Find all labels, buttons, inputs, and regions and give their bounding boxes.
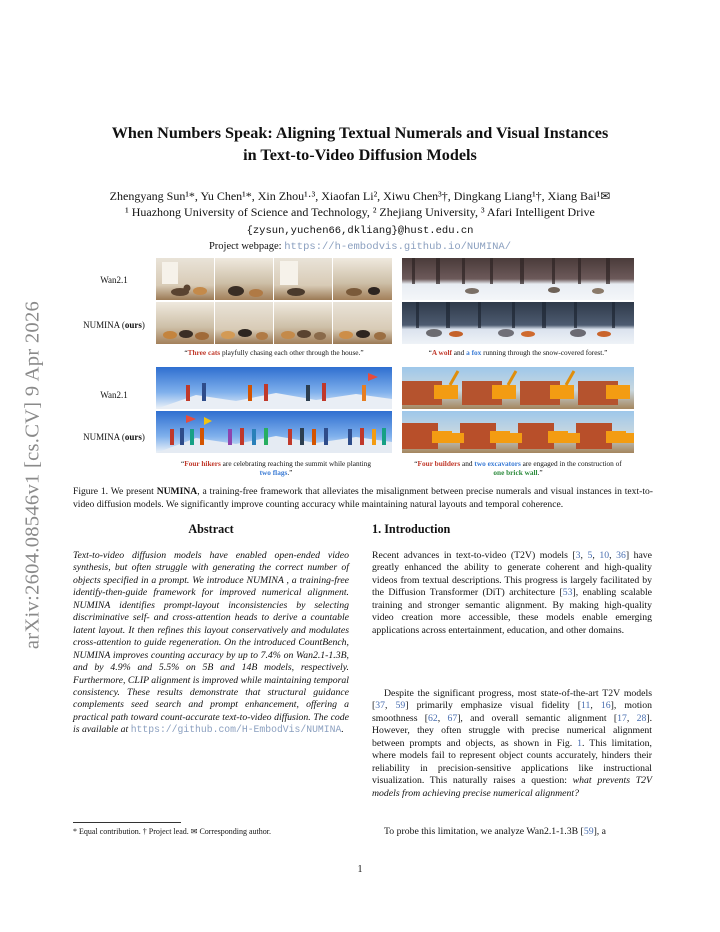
- webpage-label: Project webpage:: [208, 241, 285, 252]
- paper-title: [60, 122, 660, 166]
- intro-paragraph-3: To probe this limitation, we analyze Wan2.1-1.3B [59], a: [384, 826, 607, 837]
- code-link[interactable]: https://github.com/H-EmbodVis/NUMINA: [130, 724, 342, 736]
- prompt-cats: “Three cats playfully chasing each other through the house.”: [184, 348, 364, 357]
- footnote: * Equal contribution. † Project lead. ✉ Corresponding author.: [73, 827, 271, 836]
- author-block: [40, 188, 680, 220]
- footnote-rule: [73, 822, 181, 823]
- panel-builders: [402, 367, 634, 453]
- title-line-1: When Numbers Speak: Aligning Textual Numerals and Visual Instances: [111, 124, 609, 142]
- abstract-body: Text-to-video diffusion models have enabled open-ended video synthesis, but often struggle with generating the correct number of objects specified in a prompt. We introduce NUMINA , a training-free identify-then-guide framework for improved numerical alignment. NUMINA identifies prompt-layout inconsistencies by selecting discriminative self- and cross-attention heads to derive a countable latent layout. It then refines this layout conservatively and modulates cross-attention to guide regeneration. On the introduced CountBench, NUMINA improves counting accuracy by up to 7.4% on Wan2.1-1.3B, and by 4.9% and 5.5% on 5B and 14B models, respectively. Furthermore, CLIP alignment is improved while maintaining temporal consistency. These results demonstrate that structural guidance complements seed search and prompt enhancement, offering a practical path toward count-accurate text-to-video diffusion. The code is available at https://github.com/H-EmbodVis/NUMINA.: [73, 550, 349, 736]
- author-list: Zhengyang Sun¹*, Yu Chen¹*, Xin Zhou¹·³, Xiaofan Li², Xiwu Chen³†, Dingkang Liang¹†, Xiang Bai¹✉: [109, 189, 611, 203]
- panel-hikers: [156, 367, 392, 453]
- arxiv-stamp: [20, 255, 46, 695]
- hikers-frames: [156, 367, 392, 453]
- intro-paragraph-2: Despite the significant progress, most state-of-the-art T2V models [37, 59] primarily emphasize visual fidelity [11, 16], motion smoothness [62, 67], and overall semantic alignment [17, 28]. However, they often struggle with precise numerical alignment between prompts and objects, as shown in Fig. 1. This limitation, where models fail to represent object counts accurately, hinders their reliability in precision-sensitive applications like instructional visualization. This naturally raises a question: what prevents T2V models from achieving precise numerical alignment?: [372, 688, 653, 799]
- prompt-wolf-fox: “A wolf and a fox running through the snow-covered forest.”: [428, 348, 608, 357]
- figure-1-caption: Figure 1. We present NUMINA, a training-free framework that alleviates the misalignment between precise numerals and visual instances in text-to-video diffusion models. We significantly improve counting accuracy while maintaining natural layouts and temporal coherence.: [73, 486, 653, 510]
- webpage-link[interactable]: https://h-embodvis.github.io/NUMINA/: [284, 241, 512, 253]
- builders-frames: [402, 367, 634, 453]
- intro-heading: 1. Introduction: [372, 522, 451, 536]
- row-label-wan-top: Wan2.1: [100, 275, 128, 285]
- page-number: 1: [357, 864, 363, 875]
- title-line-2: in Text-to-Video Diffusion Models: [243, 146, 477, 164]
- row-label-wan-bottom: Wan2.1: [100, 390, 128, 400]
- wolf-fox-frames: [402, 258, 634, 344]
- panel-wolf-fox: [402, 258, 634, 344]
- panel-cats: [156, 258, 392, 344]
- affiliations: ¹ Huazhong University of Science and Technology, ² Zhejiang University, ³ Afari Intelligent Drive: [125, 205, 595, 219]
- author-emails: {zysun,yuchen66,dkliang}@hust.edu.cn: [246, 225, 474, 237]
- abstract-heading: Abstract: [188, 522, 234, 536]
- arxiv-stamp-text: arXiv:2604.08546v1 [cs.CV] 9 Apr 2026: [21, 300, 44, 650]
- row-label-numina-top: NUMINA (ours): [83, 320, 145, 330]
- prompt-builders: “Four builders and two excavators are engaged in the construction of one brick wall.”: [414, 459, 622, 477]
- intro-paragraph-1: Recent advances in text-to-video (T2V) models [3, 5, 10, 36] have greatly enhanced the ability to generate coherent and high-quality videos from textual descriptions. This progress is largely facilitated by the Diffusion Transformer (DiT) architecture [53], enabling scalable training and stronger semantic alignment. By making high-quality video creation more accessible, these models enable emerging applications across entertainment, education, and other domains.: [372, 550, 653, 636]
- project-webpage-line: [60, 241, 660, 253]
- cats-frames: [156, 258, 392, 344]
- prompt-hikers: “Four hikers are celebrating reaching the summit while planting two flags.”: [181, 459, 371, 477]
- row-label-numina-bottom: NUMINA (ours): [83, 432, 145, 442]
